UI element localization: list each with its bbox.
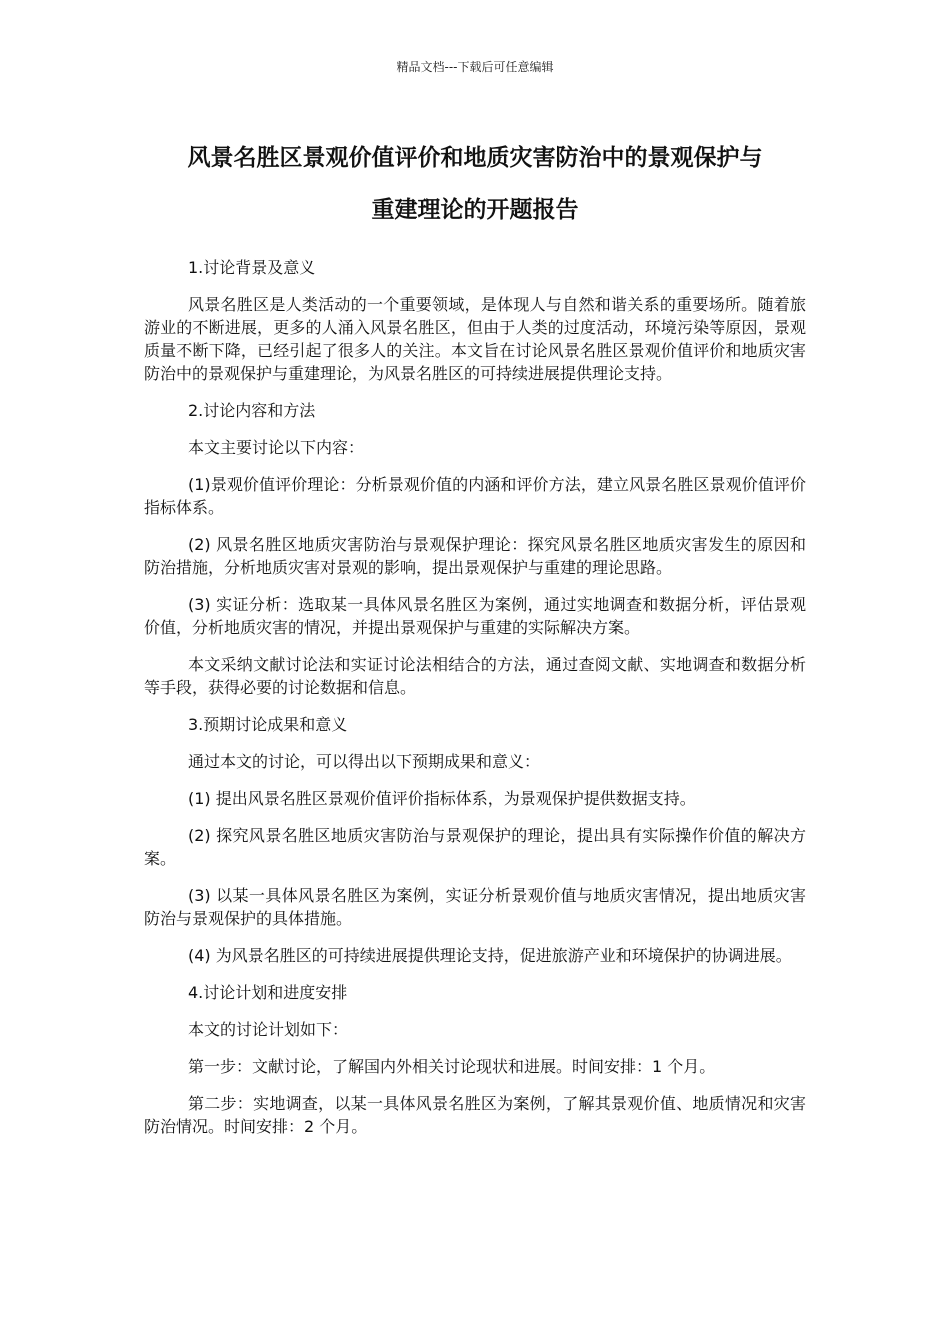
- document-title: [120, 132, 830, 236]
- list-item: (1) 提出风景名胜区景观价值评价指标体系，为景观保护提供数据支持。: [188, 789, 696, 808]
- page-header: 精品文档---下载后可任意编辑: [396, 60, 554, 74]
- paragraph: 通过本文的讨论，可以得出以下预期成果和意义：: [188, 752, 541, 771]
- section-heading-content-methods: 2.讨论内容和方法: [188, 401, 316, 420]
- section-heading-background: 1.讨论背景及意义: [188, 258, 316, 277]
- list-item: (3) 实证分析：选取某一具体风景名胜区为案例，通过实地调查和数据分析，评估景观价值，分析地质灾害的情况，并提出景观保护与重建的实际解决方案。: [144, 595, 806, 637]
- document-body: [144, 256, 806, 1152]
- paragraph: 本文采纳文献讨论法和实证讨论法相结合的方法，通过查阅文献、实地调查和数据分析等手段，获得必要的讨论数据和信息。: [144, 655, 806, 697]
- list-item: 第一步：文献讨论，了解国内外相关讨论现状和进展。时间安排：1 个月。: [188, 1057, 716, 1076]
- list-item: 第二步：实地调查，以某一具体风景名胜区为案例，了解其景观价值、地质情况和灾害防治情况。时间安排：2 个月。: [144, 1094, 806, 1136]
- section-heading-expected-results: 3.预期讨论成果和意义: [188, 715, 348, 734]
- list-item: (2) 风景名胜区地质灾害防治与景观保护理论：探究风景名胜区地质灾害发生的原因和防治措施，分析地质灾害对景观的影响，提出景观保护与重建的理论思路。: [144, 535, 806, 577]
- section-heading-plan-schedule: 4.讨论计划和进度安排: [188, 983, 348, 1002]
- paragraph: 本文的讨论计划如下：: [188, 1020, 349, 1039]
- title-line-2: 重建理论的开题报告: [371, 197, 579, 223]
- list-item: (4) 为风景名胜区的可持续进展提供理论支持，促进旅游产业和环境保护的协调进展。: [188, 946, 792, 965]
- paragraph: 本文主要讨论以下内容：: [188, 438, 365, 457]
- paragraph: 风景名胜区是人类活动的一个重要领域，是体现人与自然和谐关系的重要场所。随着旅游业的不断进展，更多的人涌入风景名胜区，但由于人类的过度活动，环境污染等原因，景观质量不断下降，已经引起了很多人的关注。本文旨在讨论风景名胜区景观价值评价和地质灾害防治中的景观保护与重建理论，为风景名胜区的可持续进展提供理论支持。: [144, 295, 806, 383]
- list-item: (2) 探究风景名胜区地质灾害防治与景观保护的理论，提出具有实际操作价值的解决方案。: [144, 826, 806, 868]
- list-item: (3) 以某一具体风景名胜区为案例，实证分析景观价值与地质灾害情况，提出地质灾害防治与景观保护的具体措施。: [144, 886, 806, 928]
- title-line-1: 风景名胜区景观价值评价和地质灾害防治中的景观保护与: [187, 145, 763, 171]
- list-item: (1)景观价值评价理论：分析景观价值的内涵和评价方法，建立风景名胜区景观价值评价指标体系。: [144, 475, 806, 517]
